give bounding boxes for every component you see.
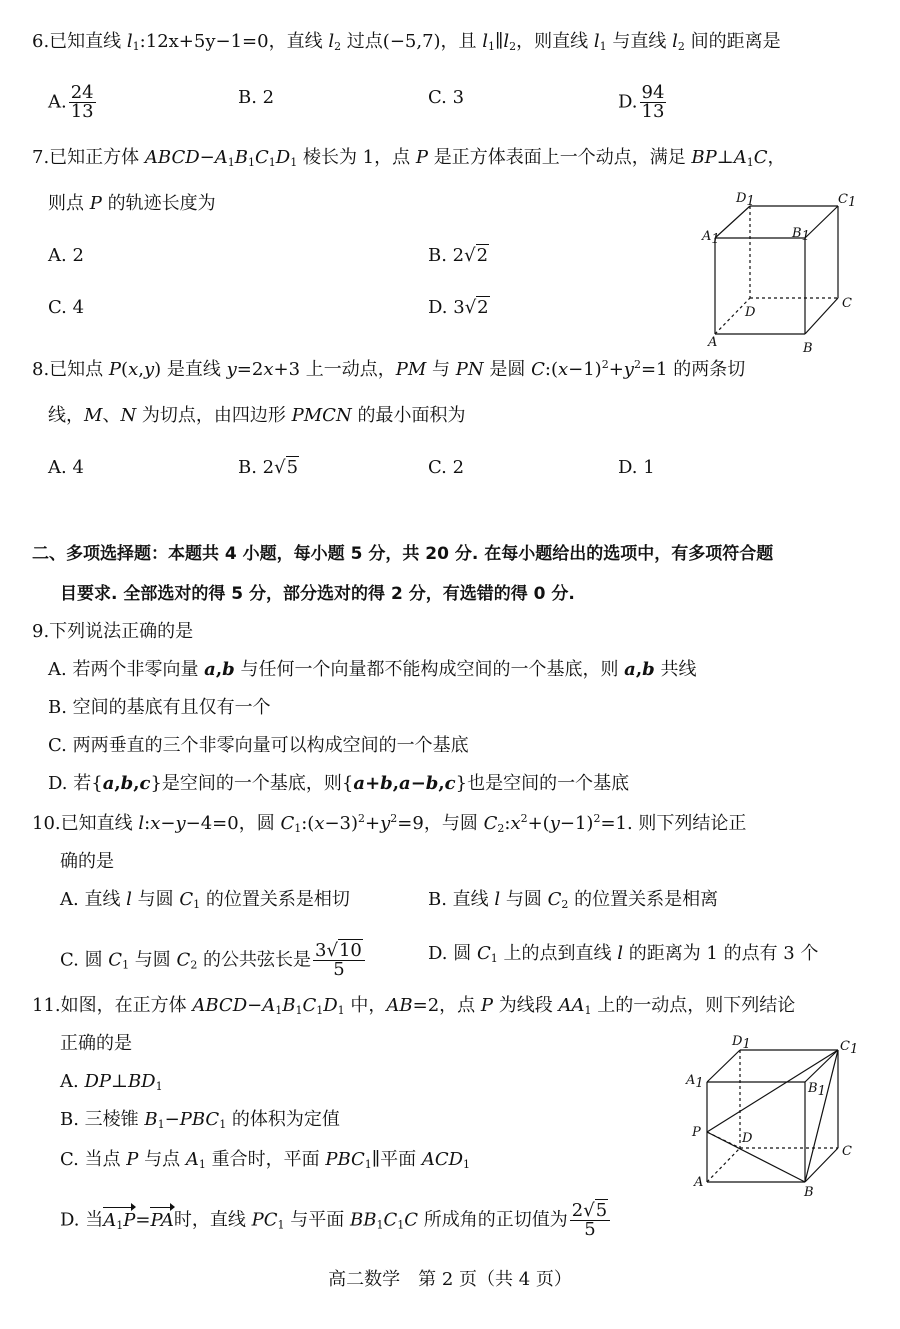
label-d1: D1 — [736, 191, 755, 209]
q11-option-d: D. 当$A_1P=PA$时，直线 $PC_1$ 与平面 $BB_1C_1C$ 所成角的正切值为 $\frac{2√5}{5}$ — [60, 1202, 612, 1239]
q11-option-a: A. $DP\perp BD_1$ — [60, 1071, 163, 1093]
label-d1-2: D1 — [732, 1034, 751, 1052]
label-a1: A1 — [702, 229, 720, 247]
q8-stem-line2: 线，M、N 为切点，由四边形 PMCN 的最小面积为 — [48, 405, 466, 426]
q8-option-c: C. 2 — [428, 457, 465, 478]
label-c1-2: C1 — [840, 1039, 859, 1057]
label-b-2: B — [804, 1185, 814, 1200]
q10-option-d: D. 圆 $C_1$ 上的点到直线 l 的距离为 1 的点有 3 个 — [428, 943, 819, 965]
q11-stem-line1: 11.如图，在正方体 $ABCD-A_1B_1C_1D_1$ 中，AB=2，点 P 为线段 $AA_1$ 上的一动点，则下列结论 — [32, 995, 796, 1017]
q10-stem-line1: 10.已知直线 l:x−y−4=0，圆 $C_1:(x-3)^2+y^2=9$，与圆 $C_2:x^2+(y-1)^2=1$. 则下列结论正 — [32, 812, 747, 835]
q8-option-a: A. 4 — [48, 457, 84, 478]
q8-option-b: B. 2√5 — [238, 457, 299, 478]
q11-option-c: C. 当点 P 与点 $A_1$ 重合时，平面 $PBC_1\parallel$平面 $ACD_1$ — [60, 1149, 471, 1171]
label-b1: B1 — [792, 226, 810, 244]
label-b: B — [803, 341, 813, 356]
label-a1-2: A1 — [686, 1073, 704, 1091]
label-d-2: D — [742, 1131, 753, 1146]
q10-stem-line2: 确的是 — [60, 851, 114, 872]
section2-heading-line1: 二、多项选择题：本题共 4 小题，每小题 5 分，共 20 分. 在每小题给出的选项中，有多项符合题 — [32, 544, 774, 564]
q11-option-b: B. 三棱锥 $B_1-PBC_1$ 的体积为定值 — [60, 1109, 340, 1131]
q6-option-a: A. $\frac{24}{13}$ — [48, 82, 94, 122]
label-c: C — [842, 296, 852, 311]
q6-option-b: B. 2 — [238, 87, 275, 108]
q6-stem: 6.已知直线 $l_1:12x+5y-1=0$，直线 $l_2$ 过点(−5,7)，且 $l_1\parallel l_2$，则直线 $l_1$ 与直线 $l_2$ 间的距离是 — [32, 31, 781, 53]
q6-option-d: D. $\frac{94}{13}$ — [618, 82, 665, 122]
q9-option-c: C. 两两垂直的三个非零向量可以构成空间的一个基底 — [48, 735, 469, 756]
q10-option-a: A. 直线 l 与圆 $C_1$ 的位置关系是相切 — [60, 889, 350, 911]
q9-option-a: A. 若两个非零向量 a,b 与任何一个向量都不能构成空间的一个基底，则 a,b 共线 — [48, 659, 697, 680]
q7-option-b: B. 2√2 — [428, 245, 489, 266]
q6-option-c: C. 3 — [428, 87, 465, 108]
q7-stem-line1: 7.已知正方体 $ABCD-A_1B_1C_1D_1$ 棱长为 1，点 P 是正方体表面上一个动点，满足 $BP\perp A_1C$， — [32, 147, 786, 169]
q9-option-d: D. 若{a,b,c}是空间的一个基底，则{a+b,a−b,c}也是空间的一个基底 — [48, 773, 630, 794]
q7-option-d: D. 3√2 — [428, 297, 489, 318]
q10-option-b: B. 直线 l 与圆 $C_2$ 的位置关系是相离 — [428, 889, 719, 911]
q9-stem: 9.下列说法正确的是 — [32, 621, 194, 642]
q10-option-c: C. 圆 $C_1$ 与圆 $C_2$ 的公共弦长是 $\frac{3√10}{5}$ — [60, 942, 367, 979]
label-d: D — [745, 305, 756, 320]
label-p: P — [692, 1125, 701, 1140]
label-a: A — [708, 335, 718, 350]
cube-figure-q7 — [700, 186, 870, 356]
label-a-2: A — [694, 1175, 704, 1190]
cube-figure-q11 — [680, 1030, 870, 1200]
q7-option-c: C. 4 — [48, 297, 85, 318]
q8-option-d: D. 1 — [618, 457, 655, 478]
label-b1-2: B1 — [808, 1081, 826, 1099]
q11-stem-line2: 正确的是 — [60, 1033, 132, 1054]
section2-heading-line2: 目要求. 全部选对的得 5 分，部分选对的得 2 分，有选错的得 0 分. — [60, 584, 575, 604]
q7-stem-line2: 则点 P 的轨迹长度为 — [48, 193, 216, 214]
label-c-2: C — [842, 1144, 852, 1159]
q8-stem-line1: 8.已知点 P(x,y) 是直线 y=2x+3 上一动点，PM 与 PN 是圆 $C:(x-1)^2+y^2=1$ 的两条切 — [32, 358, 746, 380]
page-footer: 高二数学 第 2 页（共 4 页） — [328, 1269, 572, 1290]
q9-option-b: B. 空间的基底有且仅有一个 — [48, 697, 271, 718]
label-c1: C1 — [838, 192, 857, 210]
q7-option-a: A. 2 — [48, 245, 84, 266]
